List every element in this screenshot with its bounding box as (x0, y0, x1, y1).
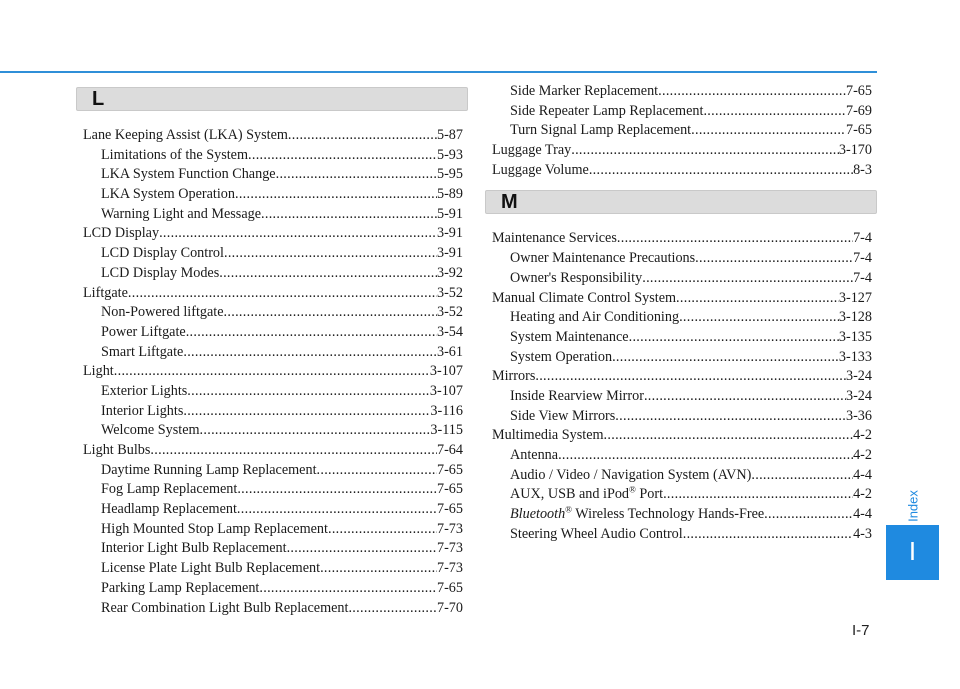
index-entry-page: 7-69 (845, 102, 872, 119)
index-entry[interactable] (83, 146, 463, 166)
index-entry-text (510, 249, 695, 269)
index-entry[interactable] (492, 102, 872, 122)
dot-leader (328, 520, 437, 540)
side-index-label[interactable] (902, 486, 924, 526)
index-entry[interactable] (83, 599, 463, 619)
dot-leader (348, 599, 437, 619)
index-entry[interactable] (492, 485, 872, 505)
dot-leader (200, 421, 431, 441)
index-entry-page: 3-170 (838, 142, 872, 159)
dot-leader (751, 466, 853, 486)
index-entry-page: 3-36 (845, 407, 872, 424)
index-entry-page: 7-4 (853, 250, 872, 267)
index-entry-title: Daytime Running Lamp Replacement (101, 461, 317, 478)
index-entry[interactable] (83, 500, 463, 520)
index-entry-text (510, 387, 644, 407)
index-entry[interactable] (83, 323, 463, 343)
index-entry-page: 7-65 (436, 461, 463, 478)
index-entry-title: System Operation (510, 348, 613, 365)
index-entry-title: Rear Combination Light Bulb Replacement (101, 599, 349, 616)
dot-leader (658, 82, 846, 102)
index-entry-page: 3-133 (838, 348, 872, 365)
index-entry[interactable] (83, 126, 463, 146)
dot-leader (235, 185, 437, 205)
index-entry-text (101, 500, 237, 520)
index-entry[interactable] (492, 289, 872, 309)
index-entry-page: 7-70 (436, 599, 463, 616)
index-entry[interactable] (83, 224, 463, 244)
index-entry-title: LKA System Operation (101, 186, 235, 203)
index-entry-title: Owner's Responsibility (510, 269, 643, 286)
dot-leader (224, 244, 437, 264)
index-entry-text (510, 525, 683, 545)
index-entry-page: 4-4 (853, 506, 872, 523)
index-entry-page: 3-91 (436, 245, 463, 262)
index-entry-page: 3-127 (838, 289, 872, 306)
index-entry-title: LCD Display (83, 225, 160, 242)
dot-leader (219, 264, 437, 284)
index-entry-text (101, 579, 259, 599)
dot-leader (535, 367, 846, 387)
index-entry-page: 3-92 (436, 264, 463, 281)
index-entry[interactable] (83, 402, 463, 422)
index-entry-title: AUX, USB and iPod (510, 486, 630, 503)
index-entry-title: LCD Display Control (101, 245, 224, 262)
index-entry-text (83, 224, 159, 244)
index-entry[interactable] (83, 421, 463, 441)
index-entry-text (101, 146, 248, 166)
dot-leader (612, 348, 839, 368)
index-entry-title: Non-Powered liftgate (101, 304, 224, 321)
index-entry[interactable] (492, 505, 872, 525)
index-entry-text (510, 446, 558, 466)
index-entry-title: Side View Mirrors (510, 407, 616, 424)
index-entry-page: 3-91 (436, 225, 463, 242)
index-entry-title: Heating and Air Conditioning (510, 309, 680, 326)
registered-mark: ® (629, 484, 636, 495)
index-entry-page: 5-87 (436, 127, 463, 143)
index-entry-text (492, 289, 676, 309)
index-entry-title-suffix: Wireless Technology Hands-Free (572, 506, 765, 523)
dot-leader (629, 328, 839, 348)
index-entry-text (101, 461, 317, 481)
index-entry-title: Interior Lights (101, 402, 184, 419)
dot-leader (187, 382, 430, 402)
dot-leader (642, 269, 853, 289)
index-entry-page: 4-2 (853, 447, 872, 463)
index-entry-text (101, 165, 276, 185)
section-header-l (76, 87, 468, 111)
index-entry-page: 7-65 (845, 83, 872, 99)
dot-leader (691, 121, 846, 141)
index-entry-title: Light Bulbs (83, 442, 151, 458)
index-column-left (83, 87, 463, 618)
index-entry-page: 3-54 (436, 323, 463, 340)
index-entry-text (101, 421, 200, 441)
index-entry-title: Antenna (510, 447, 559, 463)
index-entry-text (492, 367, 535, 387)
index-entry-text (492, 426, 604, 446)
index-entry[interactable] (83, 382, 463, 402)
index-entry[interactable] (83, 520, 463, 540)
dot-leader (764, 505, 853, 525)
dot-leader (604, 426, 854, 446)
dot-leader (159, 224, 437, 244)
index-entry-title: Mirrors (492, 368, 536, 385)
section-letter: M (501, 191, 518, 214)
dot-leader (150, 441, 437, 461)
index-entry[interactable] (492, 426, 872, 446)
index-entry-text (510, 82, 658, 102)
index-entry[interactable] (492, 446, 872, 466)
index-entry-text (101, 599, 348, 619)
dot-leader (237, 480, 437, 500)
index-entry-title: Manual Climate Control System (492, 289, 677, 306)
index-entry-page: 7-73 (436, 540, 463, 557)
index-entry-title: High Mounted Stop Lamp Replacement (101, 520, 328, 537)
index-entry[interactable] (83, 559, 463, 579)
index-entry[interactable] (83, 284, 463, 304)
index-entry-text (101, 205, 261, 225)
dot-leader (288, 126, 437, 146)
index-entry-page: 7-65 (436, 501, 463, 518)
index-entry-page: 3-107 (429, 382, 463, 399)
index-entry-page: 4-2 (853, 427, 872, 444)
dot-leader (663, 485, 853, 505)
index-entry[interactable] (83, 165, 463, 185)
index-entry-title: Light (83, 363, 114, 380)
index-entry-title: Luggage Volume (492, 161, 589, 178)
index-entry-title: Limitations of the System (101, 146, 248, 163)
index-entry[interactable] (492, 387, 872, 407)
index-entry-text (510, 308, 679, 328)
section-letter: L (92, 88, 105, 110)
dot-leader (558, 446, 853, 466)
index-entry-page: 5-91 (436, 205, 463, 222)
index-entry-title: Smart Liftgate (101, 343, 184, 360)
index-entry-text (101, 323, 186, 343)
dot-leader (183, 343, 437, 363)
index-entry-title: Headlamp Replacement (101, 501, 237, 518)
dot-leader (237, 500, 437, 520)
index-entry[interactable] (83, 185, 463, 205)
index-entry[interactable] (83, 362, 463, 382)
registered-mark: ® (565, 504, 573, 515)
dot-leader (617, 229, 853, 249)
index-entry-title: Liftgate (83, 284, 128, 301)
index-entry-text (492, 229, 617, 249)
index-entry-page: 3-52 (436, 284, 463, 301)
index-entry-text (83, 362, 114, 382)
index-entry-page: 8-3 (853, 161, 872, 178)
index-entry-text (101, 382, 187, 402)
index-entry-text (510, 505, 764, 525)
dot-leader (683, 525, 853, 545)
index-entry-text (83, 284, 128, 304)
index-entry-title: License Plate Light Bulb Replacement (101, 560, 321, 577)
index-entry[interactable] (492, 308, 872, 328)
dot-leader (615, 407, 846, 427)
index-entry-text (101, 185, 235, 205)
index-entry-page: 3-107 (429, 363, 463, 380)
index-entry-page: 3-116 (430, 402, 463, 419)
dot-leader (317, 461, 437, 481)
index-entry-title: LCD Display Modes (101, 264, 220, 281)
index-entry[interactable] (492, 466, 872, 486)
dot-leader (695, 249, 853, 269)
index-entry[interactable] (83, 343, 463, 363)
index-entry-title: Fog Lamp Replacement (101, 481, 238, 498)
index-list-l (83, 126, 463, 618)
index-entry-page: 4-3 (853, 525, 872, 542)
index-entry-text (101, 559, 320, 579)
index-entry-text (83, 441, 150, 461)
dot-leader (287, 539, 437, 559)
dot-leader (589, 161, 853, 181)
index-entry[interactable] (492, 328, 872, 348)
index-entry-text (83, 126, 288, 146)
index-entry-page: 5-93 (436, 146, 463, 163)
index-entry-text (510, 269, 642, 289)
index-entry[interactable] (83, 461, 463, 481)
page-number: I-7 (852, 622, 870, 639)
index-entry-page: 7-65 (436, 481, 463, 498)
index-entry-title: Exterior Lights (101, 382, 188, 399)
index-entry[interactable] (83, 303, 463, 323)
index-list-m (492, 229, 872, 544)
index-entry[interactable] (492, 407, 872, 427)
dot-leader (248, 146, 437, 166)
index-entry-text (101, 402, 183, 422)
index-entry-title: System Maintenance (510, 328, 629, 345)
index-entry-title: Bluetooth (510, 506, 566, 523)
index-entry[interactable] (492, 269, 872, 289)
index-entry[interactable] (492, 141, 872, 161)
dot-leader (186, 323, 437, 343)
index-entry-title: Maintenance Services (492, 230, 617, 247)
index-entry-title: Power Liftgate (101, 323, 186, 340)
index-entry-page: 7-4 (853, 269, 872, 286)
index-entry-page: 5-95 (436, 166, 463, 183)
index-column-right (492, 82, 872, 544)
index-list-l-continued (492, 82, 872, 180)
index-entry-text (101, 343, 183, 363)
index-entry-title: Turn Signal Lamp Replacement (510, 122, 692, 139)
section-header-m (485, 190, 877, 214)
side-index-tab-letter: I (908, 536, 917, 566)
dot-leader (259, 579, 437, 599)
index-entry-text (101, 303, 224, 323)
index-entry-page: 7-65 (436, 579, 463, 596)
index-entry-title: Interior Light Bulb Replacement (101, 540, 287, 557)
index-entry-title: Side Repeater Lamp Replacement (510, 102, 704, 119)
index-entry-page: 7-73 (436, 520, 463, 537)
index-entry[interactable] (83, 441, 463, 461)
index-entry[interactable] (492, 348, 872, 368)
index-entry-title: Luggage Tray (492, 142, 572, 159)
index-entry[interactable] (83, 264, 463, 284)
index-entry[interactable] (492, 121, 872, 141)
index-entry-page: 7-64 (436, 442, 463, 458)
index-entry-page: 3-24 (845, 387, 872, 404)
index-entry-text (492, 161, 589, 181)
index-entry[interactable] (492, 249, 872, 269)
index-entry-text (510, 348, 612, 368)
index-entry-page: 3-61 (436, 343, 463, 360)
index-entry-text (510, 407, 615, 427)
dot-leader (679, 308, 839, 328)
index-entry[interactable] (492, 367, 872, 387)
index-entry-title: Multimedia System (492, 427, 604, 444)
index-entry-page: 4-2 (853, 486, 872, 503)
dot-leader (128, 284, 437, 304)
index-entry-text (510, 102, 703, 122)
index-entry-page: 3-115 (430, 422, 463, 439)
index-entry-title: Lane Keeping Assist (LKA) System (83, 127, 288, 143)
index-entry[interactable] (83, 244, 463, 264)
index-entry-page: 7-73 (436, 560, 463, 577)
dot-leader (224, 303, 437, 323)
top-rule (0, 71, 877, 73)
index-entry[interactable] (83, 480, 463, 500)
index-entry[interactable] (492, 82, 872, 102)
dot-leader (320, 559, 437, 579)
index-entry[interactable] (83, 579, 463, 599)
side-index-label-text: Index (905, 490, 921, 522)
dot-leader (183, 402, 430, 422)
index-entry[interactable] (492, 161, 872, 181)
index-entry-title: Welcome System (101, 422, 200, 439)
index-entry-title: Side Marker Replacement (510, 83, 659, 99)
index-entry[interactable] (492, 229, 872, 249)
index-entry[interactable] (492, 525, 872, 545)
index-entry-page: 3-135 (838, 328, 872, 345)
index-entry-title: Parking Lamp Replacement (101, 579, 260, 596)
index-entry-page: 4-4 (853, 466, 872, 483)
index-entry-text (510, 328, 629, 348)
index-entry-text (101, 480, 237, 500)
index-entry-text (101, 244, 224, 264)
index-entry[interactable] (83, 539, 463, 559)
index-entry-title-suffix: Port (635, 486, 664, 503)
dot-leader (261, 205, 437, 225)
index-entry-page: 5-89 (436, 186, 463, 203)
index-entry-title: Audio / Video / Navigation System (AVN) (510, 466, 752, 483)
index-entry-text (101, 264, 219, 284)
index-entry-text (492, 141, 571, 161)
index-entry-title: Warning Light and Message (101, 205, 262, 222)
index-entry-title: LKA System Function Change (101, 166, 276, 183)
index-entry[interactable] (83, 205, 463, 225)
index-entry-page: 7-65 (845, 122, 872, 139)
dot-leader (114, 362, 430, 382)
side-index-tab[interactable] (886, 525, 939, 580)
index-entry-title: Owner Maintenance Precautions (510, 250, 696, 267)
dot-leader (276, 165, 437, 185)
index-entry-title: Steering Wheel Audio Control (510, 525, 683, 542)
index-entry-page: 7-4 (853, 230, 872, 247)
dot-leader (703, 102, 846, 122)
dot-leader (571, 141, 839, 161)
index-entry-text (101, 520, 328, 540)
index-entry-text (510, 485, 663, 505)
index-entry-page: 3-52 (436, 304, 463, 321)
index-entry-page: 3-128 (838, 309, 872, 326)
index-entry-title: Inside Rearview Mirror (510, 387, 644, 404)
dot-leader (644, 387, 846, 407)
index-entry-text (101, 539, 287, 559)
dot-leader (676, 289, 839, 309)
index-entry-page: 3-24 (845, 368, 872, 385)
index-entry-text (510, 121, 691, 141)
index-entry-text (510, 466, 751, 486)
